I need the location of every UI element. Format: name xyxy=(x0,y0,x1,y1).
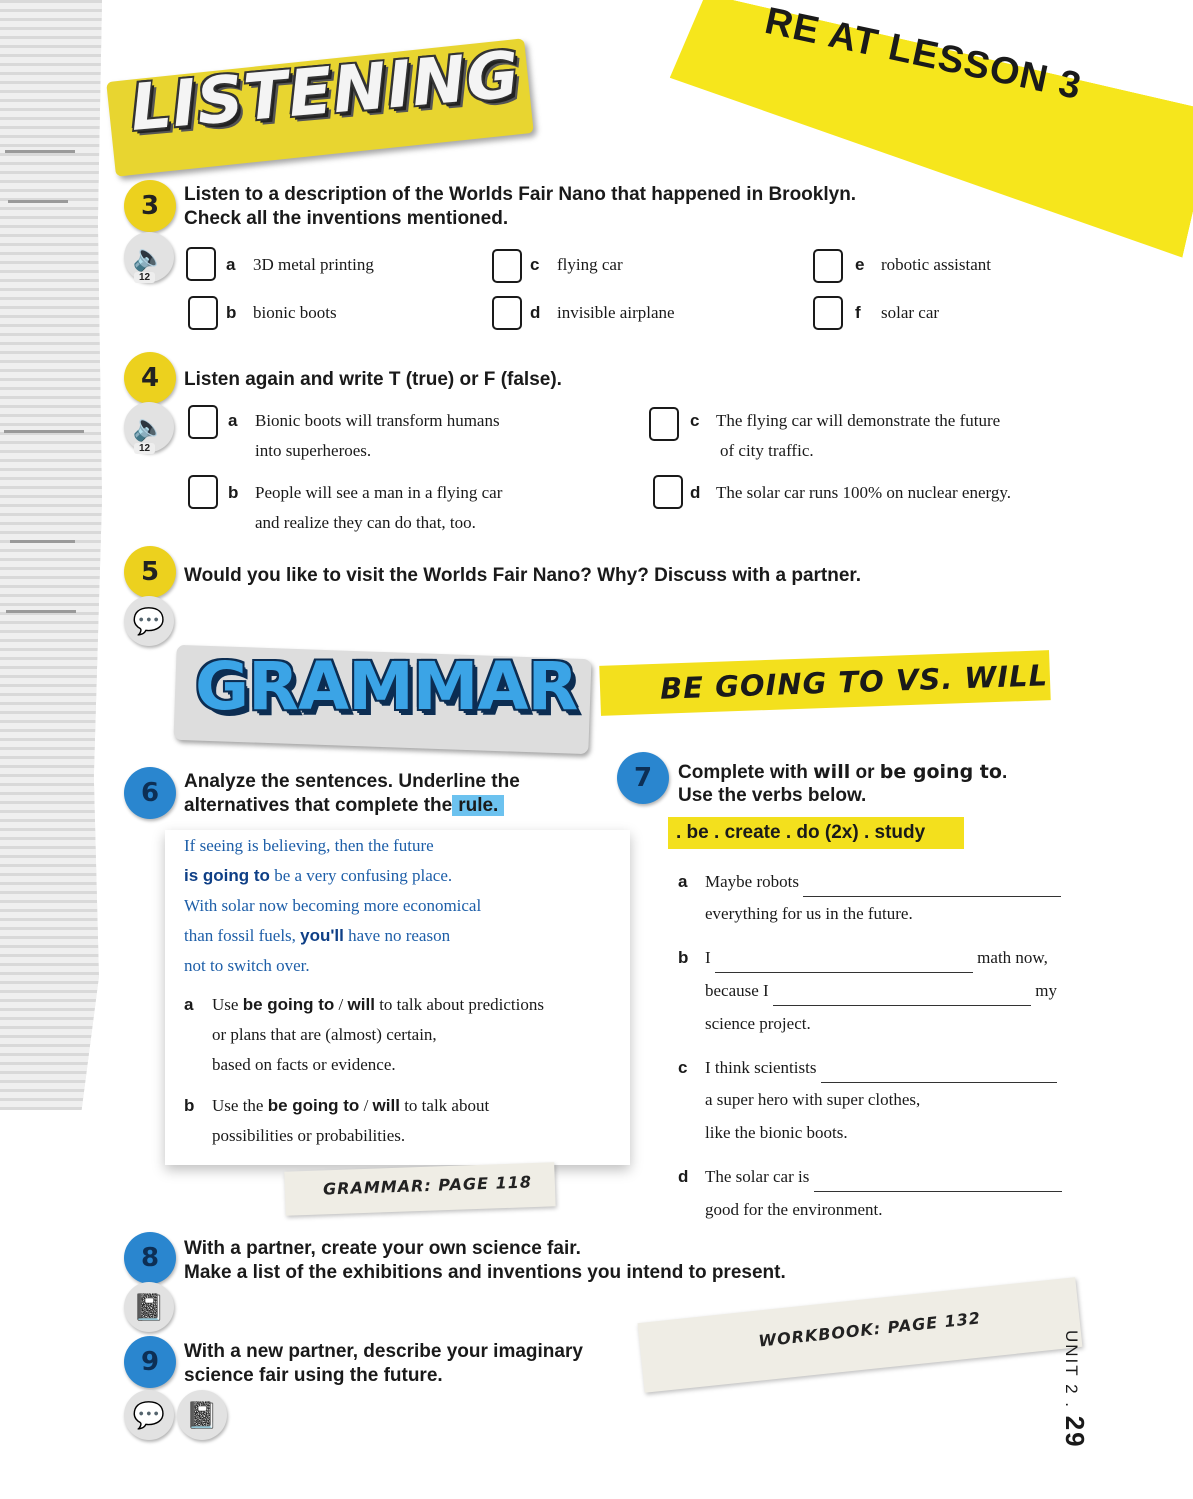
item-7c-line1: I think scientists xyxy=(705,1053,1057,1083)
item-7a-line1: Maybe robots xyxy=(705,867,1061,897)
option-text: flying car xyxy=(557,255,623,274)
exercise-3-number: 3 xyxy=(124,180,176,232)
option-letter: b xyxy=(226,303,237,322)
item-7c-line2: a super hero with super clothes, xyxy=(705,1090,921,1109)
tf-box-4d[interactable] xyxy=(653,475,683,509)
item-7b-line2: because I my xyxy=(705,976,1057,1006)
audio-track-number: 12 xyxy=(134,443,155,454)
exercise-8-number: 8 xyxy=(124,1232,176,1284)
checkbox-3d[interactable] xyxy=(492,296,522,330)
option-text: solar car xyxy=(881,303,940,322)
item-text-line2: and realize they can do that, too. xyxy=(255,513,476,532)
item-7b-line3: science project. xyxy=(705,1014,811,1033)
item-letter: a xyxy=(228,411,238,430)
example-sentence-line5: not to switch over. xyxy=(184,956,310,975)
item-text-line1: The solar car runs 100% on nuclear energy. xyxy=(716,483,1012,502)
rule-a-line3: based on facts or evidence. xyxy=(212,1055,396,1074)
checkbox-3e[interactable] xyxy=(813,249,843,283)
tf-box-4a[interactable] xyxy=(188,405,218,439)
rule-highlight: rule. xyxy=(452,795,504,816)
verb-bank: . be . create . do (2x) . study xyxy=(668,817,964,849)
workbook-page-reference[interactable]: WORKBOOK: PAGE 132 xyxy=(757,1308,982,1351)
item-text-line1: People will see a man in a flying car xyxy=(255,483,503,502)
item-letter: a xyxy=(678,872,688,891)
speech-bubble-icon: 💬 xyxy=(124,1390,174,1440)
grammar-topic: BE GOING TO VS. WILL xyxy=(659,658,1049,706)
option-letter: f xyxy=(855,303,861,322)
exercise-3-instruction-line1: Listen to a description of the Worlds Fair Nano that happened in Brooklyn. xyxy=(184,184,857,205)
alternative-will[interactable]: will xyxy=(347,995,375,1014)
rule-b-line2: possibilities or probabilities. xyxy=(212,1126,406,1145)
option-text: 3D metal printing xyxy=(253,255,374,274)
exercise-9-instruction-line1: With a new partner, describe your imaginary xyxy=(184,1341,583,1362)
tf-box-4c[interactable] xyxy=(649,407,679,441)
rule-b-line1: Use the be going to / will to talk about xyxy=(212,1096,490,1115)
grammar-title: GRAMMAR xyxy=(195,648,578,725)
exercise-7-number: 7 xyxy=(617,752,669,804)
exercise-9-instruction-line2: science fair using the future. xyxy=(184,1365,443,1386)
exercise-5-instruction: Would you like to visit the Worlds Fair Nano? Why? Discuss with a partner. xyxy=(184,565,862,586)
checkbox-3f[interactable] xyxy=(813,296,843,330)
rule-a-line1: Use be going to / will to talk about predictions xyxy=(212,995,544,1014)
item-7b-line1: I math now, xyxy=(705,943,1048,973)
exercise-8-instruction-line1: With a partner, create your own science fair. xyxy=(184,1238,581,1259)
option-letter: d xyxy=(530,303,541,322)
item-text-line2: into superheroes. xyxy=(255,441,372,460)
answer-blank-7a[interactable] xyxy=(803,896,1061,897)
item-letter: b xyxy=(678,948,689,967)
exercise-6-instruction-line2: alternatives that complete the rule. xyxy=(184,794,504,818)
audio-track-number: 12 xyxy=(134,272,155,283)
exercise-6-instruction-line1: Analyze the sentences. Underline the xyxy=(184,771,520,792)
option-letter: e xyxy=(855,255,865,274)
exercise-7-instruction-line1: Complete with will or be going to. xyxy=(678,761,1008,783)
rule-letter: a xyxy=(184,995,194,1014)
item-letter: c xyxy=(678,1058,688,1077)
checkbox-3a[interactable] xyxy=(186,247,216,281)
example-sentence-line1: If seeing is believing, then the future xyxy=(184,836,434,855)
item-letter: c xyxy=(690,411,700,430)
audio-speaker-icon[interactable]: 🔈 xyxy=(124,232,174,282)
option-letter: c xyxy=(530,255,540,274)
speech-bubble-icon: 💬 xyxy=(124,596,174,646)
option-text: robotic assistant xyxy=(881,255,992,274)
item-7c-line3: like the bionic boots. xyxy=(705,1123,848,1142)
item-text-line1: Bionic boots will transform humans xyxy=(255,411,500,430)
example-sentence-line2: is going to be a very confusing place. xyxy=(184,866,453,885)
example-sentence-line3: With solar now becoming more economical xyxy=(184,896,482,915)
item-text-line2: of city traffic. xyxy=(720,441,814,460)
exercise-4-instruction: Listen again and write T (true) or F (false). xyxy=(184,369,562,390)
option-text: bionic boots xyxy=(253,303,337,322)
option-letter: a xyxy=(226,255,236,274)
item-text-line1: The flying car will demonstrate the future xyxy=(716,411,1001,430)
newsprint-background xyxy=(0,0,102,1110)
page-number: UNIT 2 . 29 xyxy=(1060,1330,1090,1449)
exercise-3-instruction-line2: Check all the inventions mentioned. xyxy=(184,208,509,229)
option-text: invisible airplane xyxy=(557,303,675,322)
alternative-will[interactable]: will xyxy=(372,1096,400,1115)
answer-blank-7d[interactable] xyxy=(814,1191,1062,1192)
audio-speaker-icon[interactable]: 🔈 xyxy=(124,402,174,452)
item-letter: d xyxy=(690,483,701,502)
item-7d-line1: The solar car is xyxy=(705,1162,1062,1192)
answer-blank-7b-1[interactable] xyxy=(715,972,973,973)
listening-title: LISTENING xyxy=(127,38,524,146)
example-sentence-line4: than fossil fuels, you'll have no reason xyxy=(184,926,451,945)
exercise-4-number: 4 xyxy=(124,352,176,404)
rule-letter: b xyxy=(184,1096,195,1115)
notebook-icon: 📓 xyxy=(177,1390,227,1440)
item-7a-line2: everything for us in the future. xyxy=(705,904,913,923)
exercise-5-number: 5 xyxy=(124,546,176,598)
item-letter: d xyxy=(678,1167,689,1186)
lesson-banner-text: RE AT LESSON 3 xyxy=(761,0,1086,109)
item-letter: b xyxy=(228,483,239,502)
exercise-6-number: 6 xyxy=(124,767,176,819)
exercise-9-number: 9 xyxy=(124,1336,176,1388)
alternative-be-going-to[interactable]: be going to xyxy=(242,995,335,1014)
notebook-icon: 📓 xyxy=(124,1282,174,1332)
answer-blank-7b-2[interactable] xyxy=(773,1005,1031,1006)
item-7d-line2: good for the environment. xyxy=(705,1200,883,1219)
tf-box-4b[interactable] xyxy=(188,475,218,509)
checkbox-3b[interactable] xyxy=(188,296,218,330)
exercise-7-instruction-line2: Use the verbs below. xyxy=(678,785,867,806)
rule-a-line2: or plans that are (almost) certain, xyxy=(212,1025,437,1044)
exercise-8-instruction-line2: Make a list of the exhibitions and inventions you intend to present. xyxy=(184,1262,786,1283)
answer-blank-7c[interactable] xyxy=(821,1082,1057,1083)
alternative-be-going-to[interactable]: be going to xyxy=(267,1096,360,1115)
grammar-page-reference[interactable]: GRAMMAR: PAGE 118 xyxy=(322,1172,533,1199)
checkbox-3c[interactable] xyxy=(492,249,522,283)
